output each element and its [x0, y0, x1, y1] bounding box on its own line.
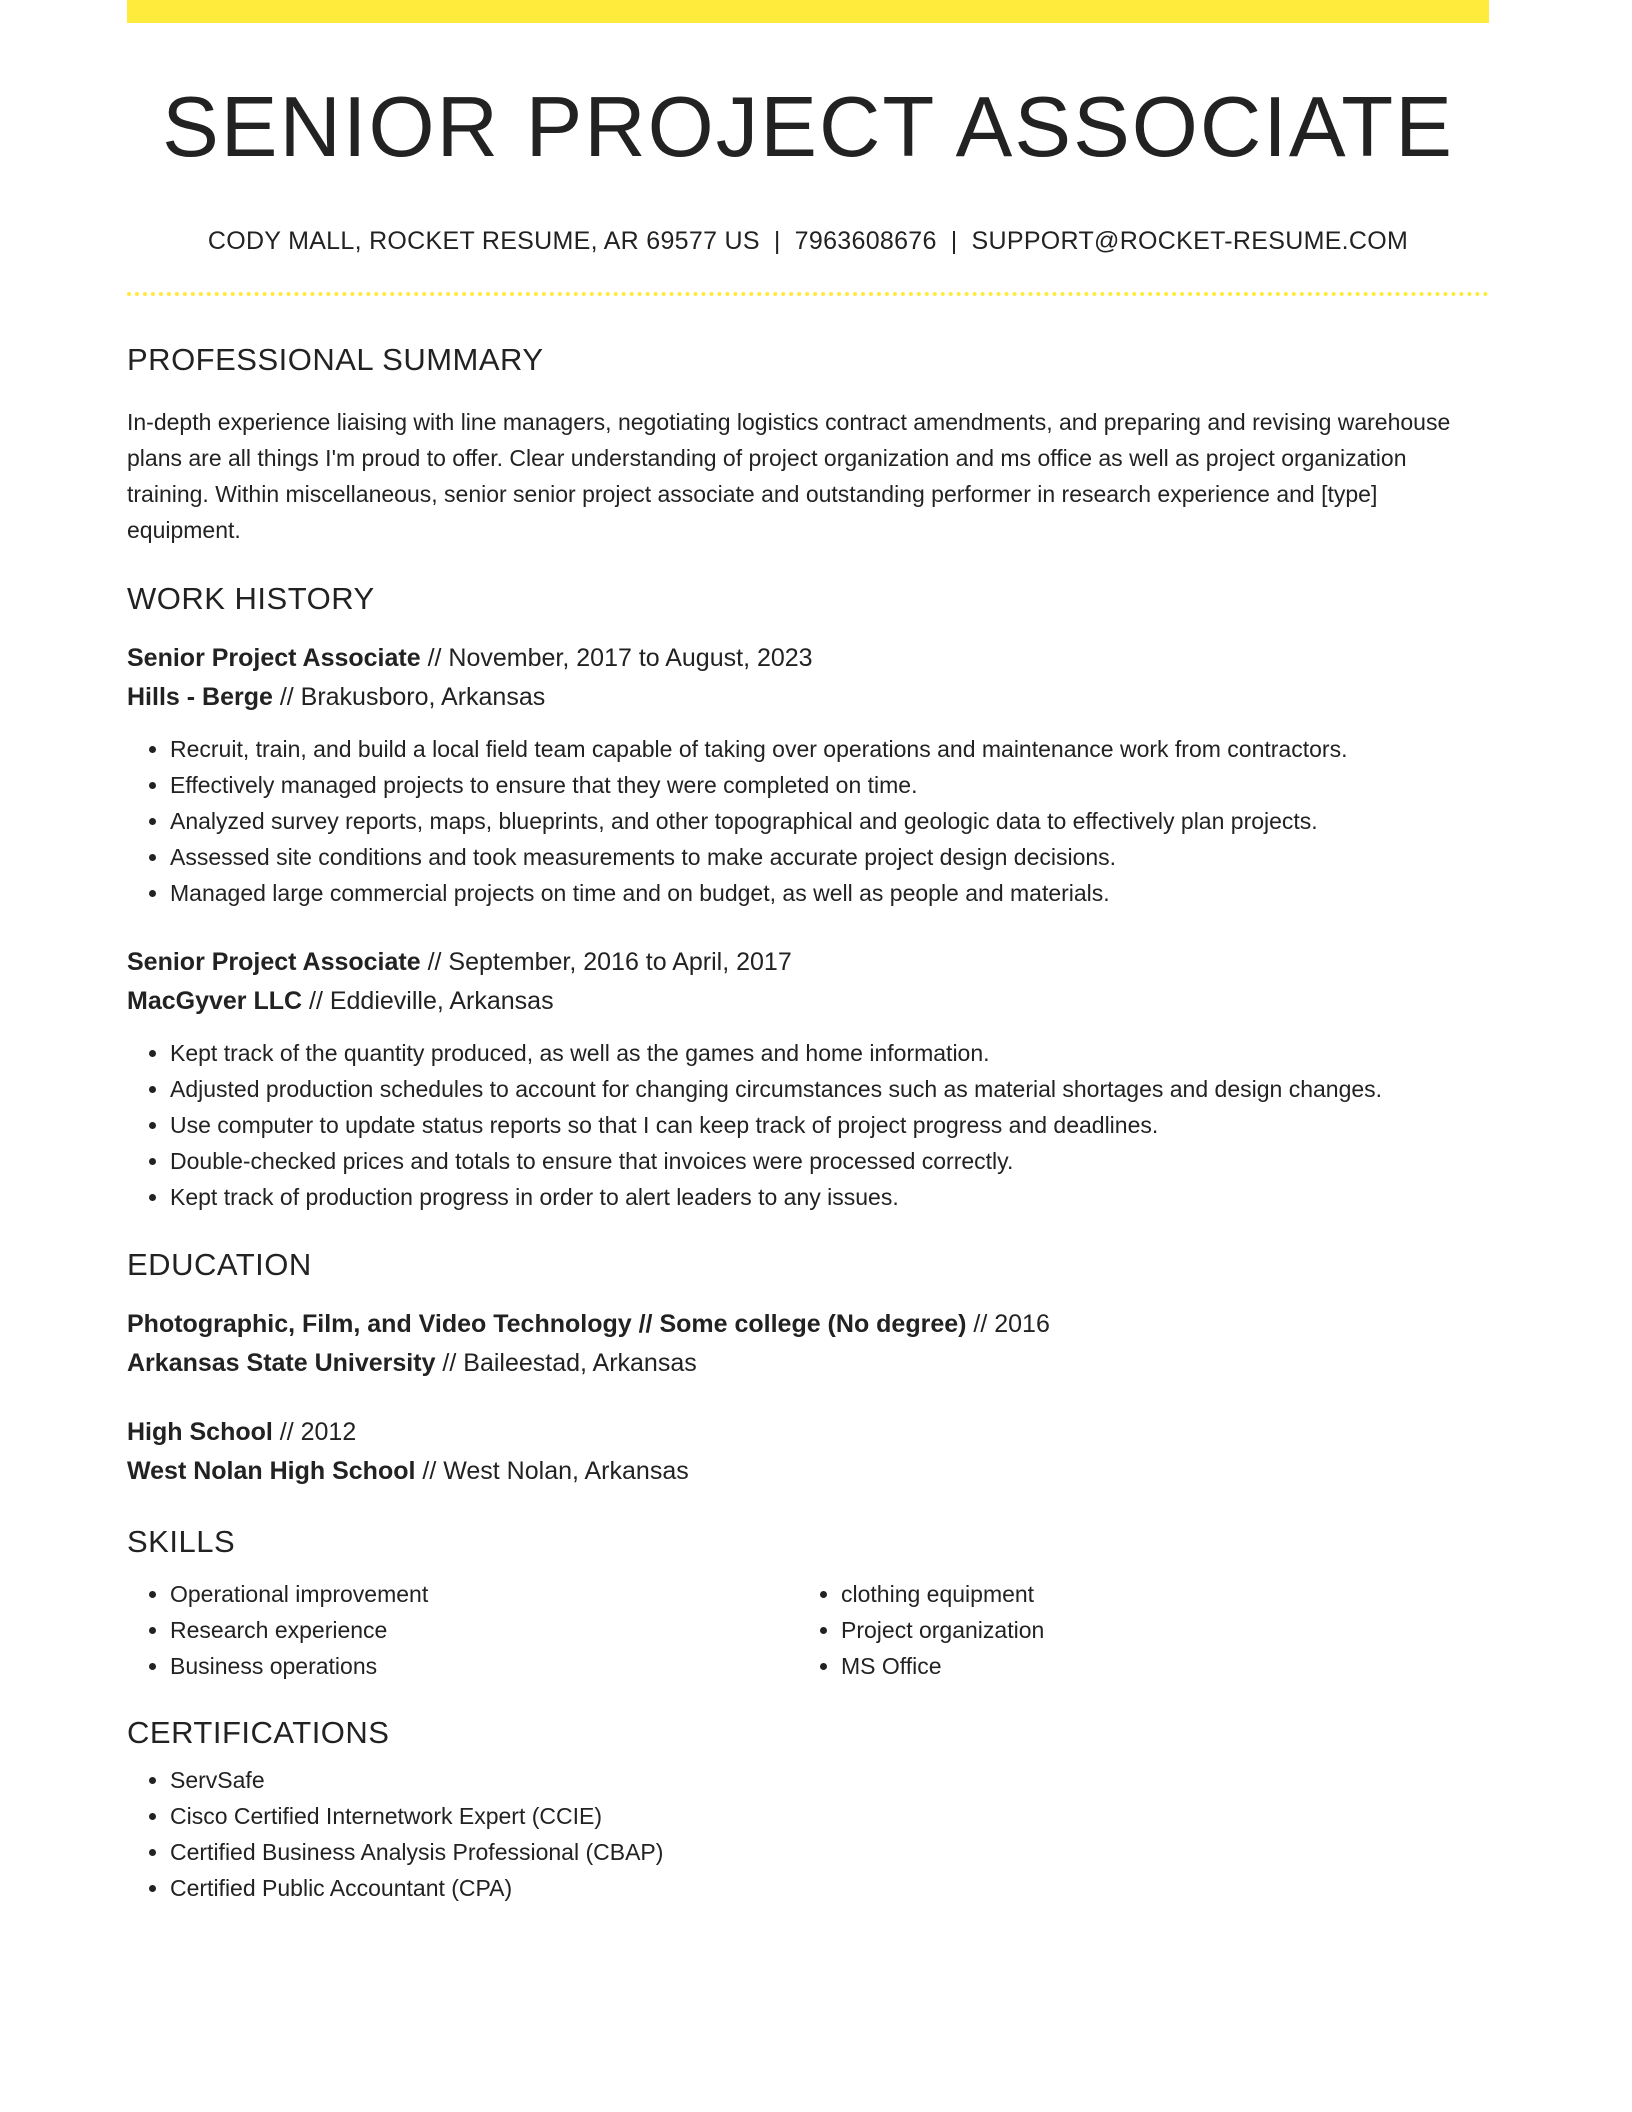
education-school: West Nolan High School: [127, 1457, 416, 1485]
job-title-line: [127, 943, 1489, 982]
list-item: • Cisco Certified Internetwork Expert (CCIE): [170, 1798, 1489, 1834]
job-bullets: [127, 1035, 1489, 1215]
contact-separator: |: [950, 227, 958, 255]
education-location: // Baileestad, Arkansas: [435, 1349, 697, 1377]
list-item: • Project organization: [841, 1612, 1469, 1648]
list-item: • Assessed site conditions and took measurements to make accurate project design decisions.: [170, 839, 1489, 875]
certifications-heading: CERTIFICATIONS: [127, 1715, 390, 1750]
list-item: • Recruit, train, and build a local field team capable of taking over operations and maintenance work from contractors.: [170, 731, 1489, 767]
list-item: • Certified Public Accountant (CPA): [170, 1870, 1489, 1906]
education-heading: EDUCATION: [127, 1247, 312, 1282]
contact-line: [127, 229, 1489, 254]
education-location: // West Nolan, Arkansas: [415, 1457, 689, 1485]
job-company: MacGyver LLC: [127, 987, 303, 1015]
job-company-line: [127, 982, 1489, 1021]
job-role: Senior Project Associate: [127, 948, 421, 976]
skills-heading: SKILLS: [127, 1524, 236, 1559]
list-item: • Analyzed survey reports, maps, blueprints, and other topographical and geologic data to effectively plan projects.: [170, 803, 1489, 839]
job-role: Senior Project Associate: [127, 644, 421, 672]
job-dates: // September, 2016 to April, 2017: [420, 948, 792, 976]
job-entry: [127, 943, 1489, 1215]
education-entry: [127, 1413, 1489, 1491]
education-entry: [127, 1305, 1489, 1383]
list-item: • Operational improvement: [170, 1576, 798, 1612]
list-item: • Business operations: [170, 1648, 798, 1684]
list-item: • MS Office: [841, 1648, 1469, 1684]
certifications-list: [127, 1762, 1489, 1906]
education-school-line: [127, 1452, 1489, 1491]
list-item: • Double-checked prices and totals to ensure that invoices were processed correctly.: [170, 1143, 1489, 1179]
education-school-line: [127, 1344, 1489, 1383]
list-item: • Certified Business Analysis Professional (CBAP): [170, 1834, 1489, 1870]
list-item: • Effectively managed projects to ensure that they were completed on time.: [170, 767, 1489, 803]
work-history-heading: WORK HISTORY: [127, 581, 375, 616]
summary-heading: PROFESSIONAL SUMMARY: [127, 342, 544, 377]
contact-separator: |: [773, 227, 781, 255]
dotted-divider: [127, 292, 1489, 296]
education-degree-line: [127, 1413, 1489, 1452]
job-company: Hills - Berge: [127, 683, 273, 711]
job-location: // Eddieville, Arkansas: [302, 987, 554, 1015]
contact-email: SUPPORT@ROCKET-RESUME.COM: [971, 227, 1409, 255]
contact-phone: 7963608676: [794, 227, 937, 255]
accent-bar: [127, 0, 1489, 23]
skills-column-left: [127, 1576, 798, 1684]
job-bullets: [127, 731, 1489, 911]
list-item: • Managed large commercial projects on time and on budget, as well as people and materials.: [170, 875, 1489, 911]
resume-title: SENIOR PROJECT ASSOCIATE: [162, 80, 1454, 175]
list-item: • Kept track of production progress in order to alert leaders to any issues.: [170, 1179, 1489, 1215]
contact-address: CODY MALL, ROCKET RESUME, AR 69577 US: [207, 227, 760, 255]
job-location: // Brakusboro, Arkansas: [272, 683, 546, 711]
education-degree-line: [127, 1305, 1489, 1344]
job-company-line: [127, 678, 1489, 717]
skills-grid: [127, 1576, 1489, 1684]
job-dates: // November, 2017 to August, 2023: [420, 644, 813, 672]
resume-page: [127, 0, 1489, 1906]
job-title-line: [127, 639, 1489, 678]
summary-text: In-depth experience liaising with line managers, negotiating logistics contract amendments, and preparing and revising warehouse plans are all things I'm proud to offer. Clear understanding of project organization and ms office as well as project organization training. Within miscellaneous, senior senior project associate and outstanding performer in research experience and [type] equipment.: [127, 409, 1451, 543]
list-item: • Adjusted production schedules to account for changing circumstances such as material shortages and design changes.: [170, 1071, 1489, 1107]
list-item: • clothing equipment: [841, 1576, 1469, 1612]
list-item: • ServSafe: [170, 1762, 1489, 1798]
list-item: • Kept track of the quantity produced, as well as the games and home information.: [170, 1035, 1489, 1071]
education-degree: Photographic, Film, and Video Technology // Some college (No degree): [127, 1310, 967, 1338]
list-item: • Use computer to update status reports so that I can keep track of project progress and deadlines.: [170, 1107, 1489, 1143]
education-school: Arkansas State University: [127, 1349, 436, 1377]
education-degree: High School: [127, 1418, 273, 1446]
education-year: // 2016: [966, 1310, 1050, 1338]
job-entry: [127, 639, 1489, 911]
education-year: // 2012: [272, 1418, 357, 1446]
list-item: • Research experience: [170, 1612, 798, 1648]
skills-column-right: [798, 1576, 1469, 1684]
